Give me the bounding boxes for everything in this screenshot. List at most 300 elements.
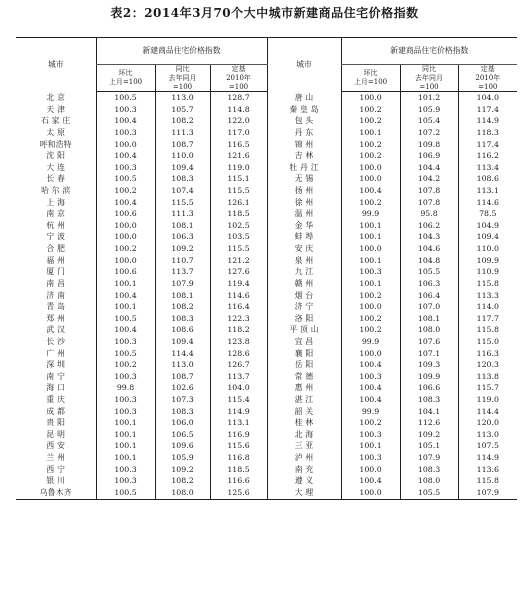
yoy-right-cell: 104.2	[400, 174, 458, 186]
fixed-base-left-cell: 115.5	[210, 243, 267, 255]
fixed-base-right-cell: 78.5	[458, 208, 517, 220]
mom-right-cell: 100.2	[341, 115, 400, 127]
fixed-base-left-cell: 115.4	[210, 394, 267, 406]
table-title: 表2：2014年3月70个大中城市新建商品住宅价格指数	[110, 6, 419, 20]
city-right-cell: 宜 昌	[267, 336, 341, 348]
fixed-base-header-left: 定基 2010年 =100	[210, 65, 267, 92]
city-left-cell: 呼和浩特	[39, 139, 72, 149]
city-left-cell: 哈 尔 滨	[41, 186, 71, 196]
fixed-base-left-cell: 114.9	[210, 406, 267, 418]
mom-right-cell: 100.0	[341, 301, 400, 313]
mom-right-cell: 100.0	[341, 348, 400, 360]
mom-left-cell: 100.1	[96, 417, 155, 429]
fixed-base-right-cell: 104.9	[458, 220, 517, 232]
city-left-cell: 郑 州	[46, 313, 66, 323]
city-left-cell: 海 口	[46, 383, 66, 393]
fixed-base-right-cell: 110.9	[458, 266, 517, 278]
mom-right-cell: 100.4	[341, 382, 400, 394]
city-right-cell: 三 亚	[267, 441, 341, 453]
mom-left-cell: 100.3	[96, 394, 155, 406]
fixed-base-left-cell: 119.0	[210, 162, 267, 174]
fixed-base-left-cell: 127.6	[210, 266, 267, 278]
mom-right-cell: 100.2	[341, 197, 400, 209]
fixed-base-left-cell: 118.5	[210, 208, 267, 220]
mom-right-cell: 100.2	[341, 290, 400, 302]
mom-left-cell: 100.1	[96, 301, 155, 313]
city-right-cell: 安 庆	[267, 243, 341, 255]
table-row	[16, 139, 517, 151]
yoy-left-cell: 108.2	[155, 115, 210, 127]
yoy-left-cell: 107.4	[155, 185, 210, 197]
city-right-cell: 遵 义	[267, 475, 341, 487]
fixed-base-right-cell: 115.8	[458, 475, 517, 487]
mom-left-cell: 100.6	[96, 266, 155, 278]
table-row	[16, 115, 517, 127]
city-left-cell: 长 春	[46, 174, 66, 184]
city-left-cell: 南 昌	[46, 278, 66, 288]
fixed-base-header-right: 定基 2010年 =100	[458, 65, 517, 92]
yoy-left-cell: 105.7	[155, 104, 210, 116]
fixed-base-left-cell: 115.1	[210, 174, 267, 186]
fixed-base-left-cell: 123.8	[210, 336, 267, 348]
mom-right-cell: 100.0	[341, 174, 400, 186]
yoy-left-cell: 111.3	[155, 127, 210, 139]
mom-right-cell: 99.9	[341, 336, 400, 348]
fixed-base-right-cell: 113.6	[458, 464, 517, 476]
city-right-cell: 蚌 埠	[267, 232, 341, 244]
yoy-left-cell: 108.7	[155, 139, 210, 151]
fixed-base-right-cell: 115.8	[458, 324, 517, 336]
mom-left-cell: 100.3	[96, 406, 155, 418]
city-left-cell: 天 津	[46, 104, 66, 114]
fixed-base-left-cell: 117.0	[210, 127, 267, 139]
mom-left-cell: 100.5	[96, 487, 155, 499]
fixed-base-right-cell: 114.9	[458, 452, 517, 464]
fixed-base-right-cell: 113.0	[458, 429, 517, 441]
city-left-cell: 成 都	[46, 406, 66, 416]
mom-right-cell: 100.1	[341, 127, 400, 139]
fixed-base-left-cell: 102.5	[210, 220, 267, 232]
table-row	[16, 266, 517, 278]
table-row	[16, 278, 517, 290]
city-right-cell: 温 州	[267, 208, 341, 220]
city-right-cell: 丹 东	[267, 127, 341, 139]
mom-left-cell: 100.3	[96, 464, 155, 476]
mom-left-cell: 100.0	[96, 232, 155, 244]
mom-left-cell: 100.2	[96, 359, 155, 371]
table-row	[16, 336, 517, 348]
fixed-base-right-cell: 113.3	[458, 290, 517, 302]
mom-left-cell: 100.3	[96, 162, 155, 174]
yoy-right-cell: 108.0	[400, 475, 458, 487]
mom-right-cell: 100.0	[341, 243, 400, 255]
fixed-base-right-cell: 104.0	[458, 92, 517, 104]
mom-left-cell: 100.4	[96, 150, 155, 162]
fixed-base-left-cell: 116.9	[210, 429, 267, 441]
mom-left-cell: 100.6	[96, 208, 155, 220]
mom-left-cell: 100.1	[96, 452, 155, 464]
fixed-base-left-cell: 115.6	[210, 441, 267, 453]
table-row	[16, 406, 517, 418]
yoy-right-cell: 104.4	[400, 162, 458, 174]
city-left-cell: 沈 阳	[46, 151, 66, 161]
yoy-left-cell: 108.3	[155, 406, 210, 418]
mom-left-cell: 100.4	[96, 197, 155, 209]
city-left-cell: 乌鲁木齐	[16, 487, 96, 499]
mom-left-cell: 100.4	[96, 324, 155, 336]
yoy-left-cell: 108.2	[155, 301, 210, 313]
fixed-base-right-cell: 107.9	[458, 487, 517, 499]
fixed-base-left-cell: 104.0	[210, 382, 267, 394]
yoy-left-cell: 108.3	[155, 174, 210, 186]
yoy-right-cell: 105.5	[400, 487, 458, 499]
fixed-base-right-cell: 108.6	[458, 174, 517, 186]
mom-right-cell: 99.9	[341, 406, 400, 418]
city-left-cell: 上 海	[46, 197, 66, 207]
yoy-right-cell: 105.4	[400, 115, 458, 127]
city-left-cell: 广 州	[46, 348, 66, 358]
yoy-right-cell: 104.6	[400, 243, 458, 255]
mom-right-cell: 100.2	[341, 324, 400, 336]
fixed-base-right-cell: 117.4	[458, 139, 517, 151]
mom-left-cell: 100.0	[96, 255, 155, 267]
table-row	[16, 174, 517, 186]
table-row	[16, 441, 517, 453]
mom-header-right: 环比 上月=100	[341, 65, 400, 92]
yoy-left-cell: 106.3	[155, 232, 210, 244]
mom-right-cell: 100.0	[341, 464, 400, 476]
mom-left-cell: 100.0	[96, 139, 155, 151]
city-right-cell: 秦 皇 岛	[267, 104, 341, 116]
city-right-cell: 九 江	[267, 266, 341, 278]
city-left-cell: 北 京	[46, 92, 66, 102]
fixed-base-left-cell: 114.8	[210, 104, 267, 116]
fixed-base-right-cell: 115.0	[458, 336, 517, 348]
yoy-right-cell: 107.6	[400, 336, 458, 348]
fixed-base-right-cell: 113.1	[458, 185, 517, 197]
city-right-cell: 平 顶 山	[267, 324, 341, 336]
mom-left-cell: 100.3	[96, 336, 155, 348]
yoy-left-cell: 110.0	[155, 150, 210, 162]
yoy-right-cell: 106.2	[400, 220, 458, 232]
yoy-right-cell: 106.4	[400, 290, 458, 302]
fixed-base-left-cell: 128.7	[210, 92, 267, 104]
mom-right-cell: 100.2	[341, 150, 400, 162]
fixed-base-right-cell: 115.7	[458, 382, 517, 394]
yoy-left-cell: 113.0	[155, 359, 210, 371]
fixed-base-left-cell: 121.6	[210, 150, 267, 162]
mom-left-cell: 100.5	[96, 313, 155, 325]
yoy-left-cell: 114.4	[155, 348, 210, 360]
mom-right-cell: 99.9	[341, 208, 400, 220]
yoy-left-cell: 109.2	[155, 243, 210, 255]
city-right-cell: 泉 州	[267, 255, 341, 267]
fixed-base-left-cell: 119.4	[210, 278, 267, 290]
yoy-left-cell: 108.1	[155, 290, 210, 302]
city-left-cell: 贵 阳	[46, 418, 66, 428]
table-row	[16, 255, 517, 267]
mom-right-cell: 100.1	[341, 232, 400, 244]
yoy-left-cell: 107.3	[155, 394, 210, 406]
table-row	[16, 382, 517, 394]
city-right-cell: 惠 州	[267, 382, 341, 394]
yoy-left-cell: 113.0	[155, 92, 210, 104]
fixed-base-left-cell: 122.0	[210, 115, 267, 127]
mom-left-cell: 100.3	[96, 127, 155, 139]
yoy-right-cell: 104.8	[400, 255, 458, 267]
mom-left-cell: 99.8	[96, 382, 155, 394]
city-left-cell: 深 圳	[46, 360, 66, 370]
mom-left-cell: 100.1	[96, 278, 155, 290]
mom-header-left: 环比 上月=100	[96, 65, 155, 92]
fixed-base-left-cell: 125.6	[210, 487, 267, 499]
fixed-base-right-cell: 114.4	[458, 406, 517, 418]
mom-right-cell: 100.3	[341, 266, 400, 278]
index-group-header-left: 新建商品住宅价格指数	[96, 38, 267, 65]
fixed-base-right-cell: 107.5	[458, 441, 517, 453]
mom-left-cell: 100.2	[96, 243, 155, 255]
city-left-cell: 厦 门	[46, 267, 66, 277]
fixed-base-left-cell: 128.6	[210, 348, 267, 360]
table-row	[16, 394, 517, 406]
table-row	[16, 301, 517, 313]
mom-left-cell: 100.3	[96, 371, 155, 383]
city-right-cell: 济 宁	[267, 301, 341, 313]
yoy-left-cell: 110.7	[155, 255, 210, 267]
yoy-right-cell: 109.9	[400, 371, 458, 383]
yoy-right-cell: 109.8	[400, 139, 458, 151]
yoy-right-cell: 107.2	[400, 127, 458, 139]
table-row	[16, 185, 517, 197]
table-row	[16, 464, 517, 476]
yoy-right-cell: 106.6	[400, 382, 458, 394]
yoy-right-cell: 95.8	[400, 208, 458, 220]
city-left-cell: 济 南	[46, 290, 66, 300]
yoy-left-cell: 109.4	[155, 162, 210, 174]
mom-right-cell: 100.4	[341, 475, 400, 487]
mom-right-cell: 100.4	[341, 359, 400, 371]
mom-left-cell: 100.3	[96, 475, 155, 487]
yoy-right-cell: 108.1	[400, 313, 458, 325]
fixed-base-left-cell: 126.7	[210, 359, 267, 371]
mom-right-cell: 100.1	[341, 441, 400, 453]
city-right-cell: 北 海	[267, 429, 341, 441]
yoy-right-cell: 108.0	[400, 324, 458, 336]
fixed-base-left-cell: 118.5	[210, 464, 267, 476]
yoy-left-cell: 108.2	[155, 475, 210, 487]
city-left-cell: 合 肥	[46, 244, 66, 254]
mom-right-cell: 100.3	[341, 452, 400, 464]
city-left-cell: 石 家 庄	[41, 116, 71, 126]
yoy-left-cell: 106.5	[155, 429, 210, 441]
fixed-base-left-cell: 113.7	[210, 371, 267, 383]
city-left-cell: 西 宁	[46, 464, 66, 474]
table-row	[16, 150, 517, 162]
fixed-base-right-cell: 109.4	[458, 232, 517, 244]
yoy-left-cell: 102.6	[155, 382, 210, 394]
price-index-table	[16, 37, 517, 500]
fixed-base-right-cell: 120.0	[458, 417, 517, 429]
table-row	[16, 348, 517, 360]
yoy-left-cell: 109.2	[155, 464, 210, 476]
yoy-right-cell: 104.1	[400, 406, 458, 418]
table-row	[16, 429, 517, 441]
mom-right-cell: 100.4	[341, 185, 400, 197]
fixed-base-right-cell: 116.3	[458, 348, 517, 360]
mom-left-cell: 100.0	[96, 220, 155, 232]
mom-right-cell: 100.2	[341, 139, 400, 151]
fixed-base-right-cell: 118.3	[458, 127, 517, 139]
city-header-left: 城市	[47, 59, 64, 69]
fixed-base-right-cell: 114.0	[458, 301, 517, 313]
table-row	[16, 324, 517, 336]
mom-right-cell: 100.4	[341, 394, 400, 406]
fixed-base-left-cell: 103.5	[210, 232, 267, 244]
table-row	[16, 487, 517, 499]
fixed-base-right-cell: 117.7	[458, 313, 517, 325]
city-left-cell: 太 原	[46, 127, 66, 137]
fixed-base-left-cell: 116.4	[210, 301, 267, 313]
table-row	[16, 127, 517, 139]
city-left-cell: 南 宁	[46, 371, 66, 381]
city-right-cell: 扬 州	[267, 185, 341, 197]
city-header-right: 城市	[267, 38, 341, 92]
fixed-base-left-cell: 118.2	[210, 324, 267, 336]
yoy-left-cell: 108.6	[155, 324, 210, 336]
yoy-right-cell: 107.9	[400, 452, 458, 464]
city-left-cell: 大 连	[46, 162, 66, 172]
fixed-base-right-cell: 109.9	[458, 255, 517, 267]
table-row	[16, 104, 517, 116]
yoy-left-cell: 113.7	[155, 266, 210, 278]
city-left-cell: 重 庆	[46, 395, 66, 404]
fixed-base-right-cell: 113.8	[458, 371, 517, 383]
city-right-cell: 包 头	[267, 115, 341, 127]
fixed-base-left-cell: 122.3	[210, 313, 267, 325]
fixed-base-left-cell: 116.8	[210, 452, 267, 464]
yoy-left-cell: 109.4	[155, 336, 210, 348]
yoy-right-cell: 107.1	[400, 348, 458, 360]
city-right-cell: 锦 州	[267, 139, 341, 151]
fixed-base-right-cell: 114.6	[458, 197, 517, 209]
mom-left-cell: 100.4	[96, 115, 155, 127]
city-left-cell: 西 安	[46, 441, 66, 451]
mom-right-cell: 100.0	[341, 487, 400, 499]
city-right-cell: 岳 阳	[267, 359, 341, 371]
city-right-cell: 洛 阳	[267, 313, 341, 325]
city-right-cell: 大 理	[267, 487, 341, 499]
yoy-header-left: 同比 去年同月 =100	[155, 65, 210, 92]
fixed-base-right-cell: 110.0	[458, 243, 517, 255]
city-left-cell: 昆 明	[46, 429, 66, 439]
table-row	[16, 92, 517, 104]
table-row	[16, 475, 517, 487]
yoy-right-cell: 107.8	[400, 197, 458, 209]
yoy-left-cell: 108.3	[155, 313, 210, 325]
table-row	[16, 162, 517, 174]
table-row	[16, 290, 517, 302]
mom-right-cell: 100.1	[341, 278, 400, 290]
fixed-base-left-cell: 115.5	[210, 185, 267, 197]
city-right-cell: 湛 江	[267, 394, 341, 406]
yoy-right-cell: 106.3	[400, 278, 458, 290]
yoy-left-cell: 109.6	[155, 441, 210, 453]
yoy-left-cell: 108.0	[155, 487, 210, 499]
yoy-header-right: 同比 去年同月 =100	[400, 65, 458, 92]
city-left-cell: 长 沙	[46, 336, 66, 346]
city-left-cell: 兰 州	[46, 453, 66, 463]
mom-left-cell: 100.3	[96, 104, 155, 116]
yoy-left-cell: 115.5	[155, 197, 210, 209]
index-group-header-right: 新建商品住宅价格指数	[341, 38, 517, 65]
fixed-base-left-cell: 116.5	[210, 139, 267, 151]
yoy-right-cell: 104.3	[400, 232, 458, 244]
mom-left-cell: 100.5	[96, 174, 155, 186]
city-left-cell: 青 岛	[46, 302, 66, 312]
fixed-base-left-cell: 121.2	[210, 255, 267, 267]
yoy-left-cell: 106.0	[155, 417, 210, 429]
mom-right-cell: 100.3	[341, 429, 400, 441]
city-right-cell: 襄 阳	[267, 348, 341, 360]
city-left-cell: 南 京	[46, 209, 66, 219]
table-header	[16, 38, 517, 92]
city-right-cell: 金 华	[267, 220, 341, 232]
table-row	[16, 243, 517, 255]
fixed-base-left-cell: 114.6	[210, 290, 267, 302]
city-right-cell: 吉 林	[267, 150, 341, 162]
mom-left-cell: 100.5	[96, 92, 155, 104]
table-body	[16, 92, 517, 499]
city-right-cell: 常 德	[267, 371, 341, 383]
yoy-right-cell: 105.9	[400, 104, 458, 116]
mom-left-cell: 100.4	[96, 290, 155, 302]
yoy-right-cell: 107.0	[400, 301, 458, 313]
yoy-left-cell: 108.1	[155, 220, 210, 232]
mom-right-cell: 100.2	[341, 313, 400, 325]
city-right-cell: 桂 林	[267, 417, 341, 429]
table-row	[16, 359, 517, 371]
fixed-base-right-cell: 119.0	[458, 394, 517, 406]
fixed-base-right-cell: 116.2	[458, 150, 517, 162]
mom-left-cell: 100.1	[96, 429, 155, 441]
yoy-right-cell: 108.3	[400, 464, 458, 476]
table-row	[16, 220, 517, 232]
mom-right-cell: 100.3	[341, 371, 400, 383]
fixed-base-right-cell: 117.4	[458, 104, 517, 116]
fixed-base-left-cell: 116.6	[210, 475, 267, 487]
yoy-right-cell: 109.3	[400, 359, 458, 371]
city-right-cell: 南 充	[267, 464, 341, 476]
yoy-right-cell: 108.3	[400, 394, 458, 406]
city-left-cell: 杭 州	[46, 220, 66, 230]
yoy-right-cell: 109.2	[400, 429, 458, 441]
table-row	[16, 452, 517, 464]
yoy-left-cell: 107.9	[155, 278, 210, 290]
yoy-right-cell: 101.2	[400, 92, 458, 104]
city-left-cell: 宁 波	[46, 232, 66, 242]
table-row	[16, 417, 517, 429]
city-left-cell: 武 汉	[46, 325, 66, 335]
city-right-cell: 韶 关	[267, 406, 341, 418]
fixed-base-left-cell: 113.1	[210, 417, 267, 429]
table-row	[16, 313, 517, 325]
yoy-left-cell: 105.9	[155, 452, 210, 464]
yoy-right-cell: 105.1	[400, 441, 458, 453]
fixed-base-right-cell: 113.4	[458, 162, 517, 174]
city-right-cell: 唐 山	[267, 92, 341, 104]
yoy-left-cell: 111.3	[155, 208, 210, 220]
yoy-right-cell: 112.6	[400, 417, 458, 429]
